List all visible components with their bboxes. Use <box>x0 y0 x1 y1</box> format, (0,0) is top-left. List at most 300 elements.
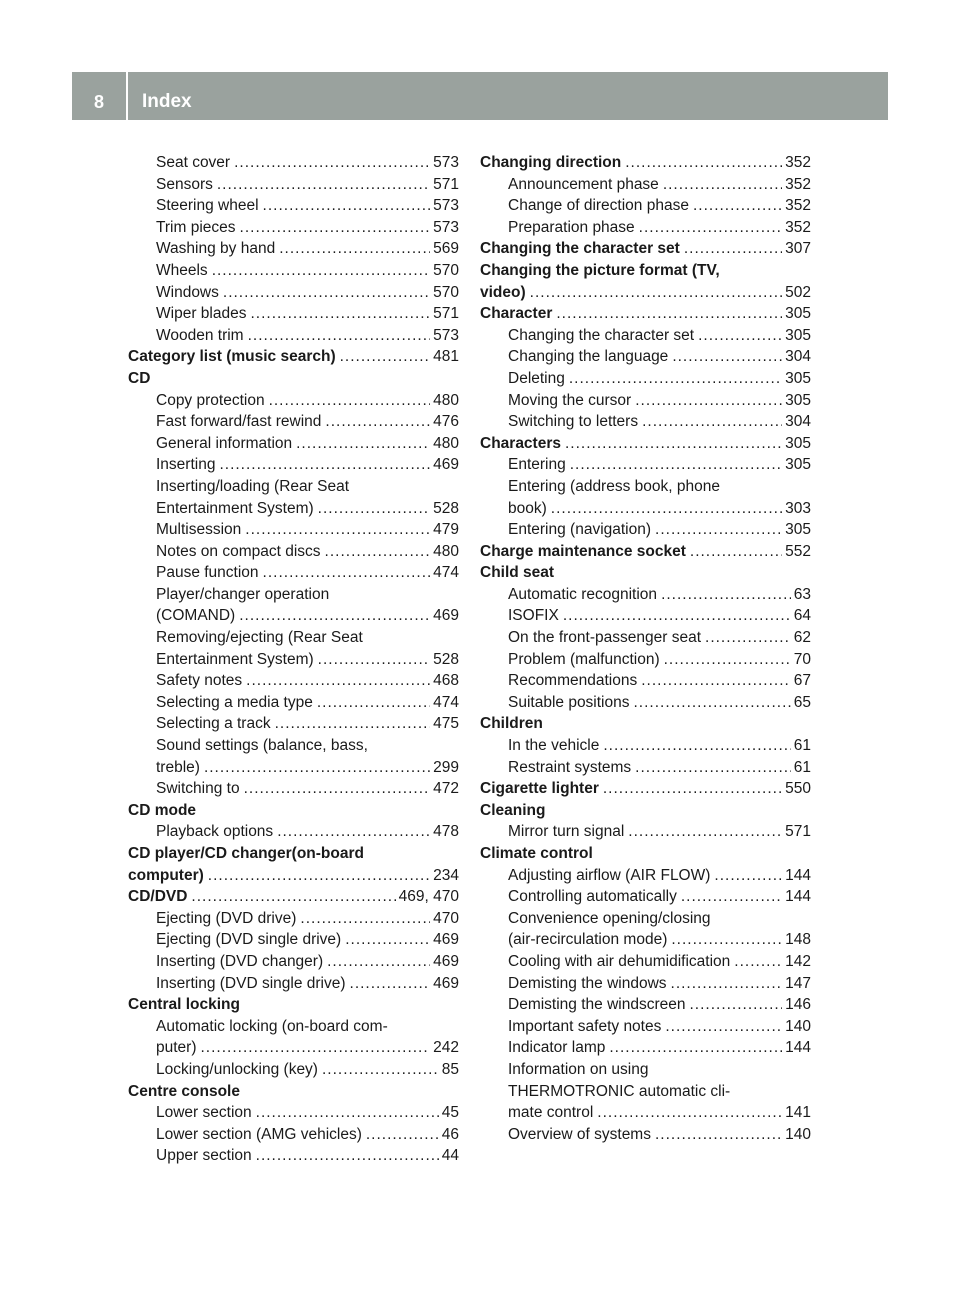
index-heading: Central locking <box>128 996 240 1014</box>
dot-leader <box>277 821 430 843</box>
entry-label: On the front-passenger seat <box>508 629 702 647</box>
entry-page-reference: 305 <box>785 456 811 474</box>
dot-leader <box>240 217 431 239</box>
dot-leader <box>317 692 430 714</box>
index-subentry <box>128 1124 459 1146</box>
entry-label: Changing the language <box>508 348 669 366</box>
dot-leader <box>681 886 782 908</box>
index-subentry <box>128 562 459 584</box>
index-subentry <box>128 454 459 476</box>
dot-leader <box>269 390 431 412</box>
dot-leader <box>661 584 791 606</box>
dot-leader <box>655 1124 782 1146</box>
dot-leader <box>663 174 782 196</box>
index-subentry <box>128 1059 459 1081</box>
index-subentry <box>128 778 459 800</box>
entry-page-reference: 475 <box>433 715 459 733</box>
entry-label: computer) <box>128 866 204 884</box>
dot-leader <box>551 498 782 520</box>
entry-label: Inserting (DVD changer) <box>156 952 324 970</box>
entry-label: Steering wheel <box>156 197 259 215</box>
dot-leader <box>609 1037 782 1059</box>
entry-label: CD/DVD <box>128 888 188 906</box>
entry-label: Pause function <box>156 564 259 582</box>
entry-page-reference: 144 <box>785 1039 811 1057</box>
entry-label: Cigarette lighter <box>480 780 599 798</box>
index-subentry-line: Sound settings (balance, bass, <box>156 737 368 755</box>
entry-label: Wiper blades <box>156 305 247 323</box>
entry-page-reference: 61 <box>793 758 811 776</box>
dot-leader <box>639 217 782 239</box>
dot-leader <box>603 735 790 757</box>
entry-label: Switching to <box>156 780 240 798</box>
entry-page-reference: 573 <box>433 326 459 344</box>
entry-page-reference: 44 <box>441 1147 459 1165</box>
entry-page-reference: 305 <box>785 434 811 452</box>
entry-label: Selecting a media type <box>156 693 313 711</box>
entry-label: Fast forward/fast rewind <box>156 413 322 431</box>
dot-leader <box>597 1102 782 1124</box>
index-heading: Changing the picture format (TV, <box>480 261 720 279</box>
index-heading: CD player/CD changer(on-board <box>128 845 364 862</box>
entry-page-reference: 569 <box>433 240 459 258</box>
entry-label: Entering <box>508 456 566 474</box>
index-subentry <box>128 519 459 541</box>
index-entry <box>480 778 811 800</box>
entry-page-reference: 552 <box>785 542 811 560</box>
entry-label: Suitable positions <box>508 693 630 711</box>
index-subentry <box>480 411 811 433</box>
entry-page-reference: 571 <box>433 175 459 193</box>
index-subentry-line: Inserting/loading (Rear Seat <box>156 477 350 495</box>
entry-page-reference: 480 <box>433 391 459 409</box>
index-subentry <box>480 368 811 390</box>
index-subentry <box>128 390 459 412</box>
entry-page-reference: 570 <box>433 283 459 301</box>
dot-leader <box>322 1059 439 1081</box>
index-subentry-line: Player/changer operation <box>156 585 330 603</box>
index-subentry <box>128 411 459 433</box>
entry-label: Trim pieces <box>156 218 236 236</box>
entry-label: Deleting <box>508 369 565 387</box>
index-entry <box>128 346 459 368</box>
index-subentry <box>480 886 811 908</box>
index-subentry <box>128 238 459 260</box>
index-subentry <box>480 584 811 606</box>
index-subentry <box>128 282 459 304</box>
entry-label: Controlling automatically <box>508 888 677 906</box>
entry-page-reference: 63 <box>793 585 811 603</box>
entry-page-reference: 234 <box>433 866 459 884</box>
entry-label: Adjusting airflow (AIR FLOW) <box>508 866 711 884</box>
index-column-right <box>480 152 811 1145</box>
index-subentry <box>480 627 811 649</box>
index-subentry <box>480 865 811 887</box>
index-subentry <box>128 713 459 735</box>
entry-label: Locking/unlocking (key) <box>156 1060 318 1078</box>
dot-leader <box>714 865 782 887</box>
dot-leader <box>641 670 791 692</box>
index-subentry <box>480 1102 811 1124</box>
entry-page-reference: 352 <box>785 175 811 193</box>
entry-label: video) <box>480 283 526 301</box>
entry-label: Windows <box>156 283 219 301</box>
dot-leader <box>275 713 431 735</box>
entry-label: Recommendations <box>508 672 638 690</box>
entry-page-reference: 144 <box>785 866 811 884</box>
index-subentry <box>480 757 811 779</box>
dot-leader <box>628 821 782 843</box>
entry-page-reference: 469 <box>433 952 459 970</box>
entry-page-reference: 352 <box>785 218 811 236</box>
entry-label: Demisting the windows <box>508 974 667 992</box>
entry-page-reference: 481 <box>433 348 459 366</box>
index-subentry <box>480 692 811 714</box>
dot-leader <box>263 195 431 217</box>
dot-leader <box>318 649 430 671</box>
dot-leader <box>569 368 782 390</box>
entry-label: ISOFIX <box>508 607 559 625</box>
dot-leader <box>279 238 430 260</box>
entry-page-reference: 352 <box>785 154 811 171</box>
entry-page-reference: 305 <box>785 521 811 539</box>
entry-label: book) <box>508 499 547 517</box>
dot-leader <box>201 1037 431 1059</box>
entry-label: Indicator lamp <box>508 1039 606 1057</box>
index-subentry <box>128 217 459 239</box>
entry-label: Changing the character set <box>480 240 680 258</box>
index-subentry-line: Convenience opening/closing <box>508 909 711 927</box>
entry-label: Announcement phase <box>508 175 659 193</box>
entry-label: Ejecting (DVD single drive) <box>156 931 342 949</box>
index-subentry <box>128 692 459 714</box>
dot-leader <box>642 411 782 433</box>
dot-leader <box>204 757 430 779</box>
dot-leader <box>250 303 430 325</box>
entry-label: Overview of systems <box>508 1125 651 1143</box>
entry-label: puter) <box>156 1039 197 1057</box>
entry-page-reference: 571 <box>785 823 811 841</box>
index-subentry-line: Automatic locking (on-board com- <box>156 1017 388 1035</box>
dot-leader <box>705 627 791 649</box>
entry-label: Mirror turn signal <box>508 823 625 841</box>
dot-leader <box>245 519 430 541</box>
dot-leader <box>256 1145 439 1167</box>
dot-leader <box>698 325 782 347</box>
entry-page-reference: 299 <box>433 758 459 776</box>
entry-page-reference: 469 <box>433 607 459 625</box>
entry-label: treble) <box>156 758 200 776</box>
index-entry <box>480 152 811 174</box>
index-subentry <box>480 390 811 412</box>
entry-label: Category list (music search) <box>128 348 336 366</box>
entry-page-reference: 62 <box>793 629 811 647</box>
entry-label: Cooling with air dehumidification <box>508 952 731 970</box>
entry-page-reference: 480 <box>433 434 459 452</box>
entry-label: Characters <box>480 434 561 452</box>
entry-label: Demisting the windscreen <box>508 996 686 1014</box>
entry-page-reference: 478 <box>433 823 459 841</box>
entry-page-reference: 141 <box>785 1104 811 1122</box>
entry-page-reference: 46 <box>441 1125 459 1143</box>
entry-label: General information <box>156 434 293 452</box>
dot-leader <box>350 973 431 995</box>
index-subentry <box>128 260 459 282</box>
index-subentry <box>128 174 459 196</box>
entry-page-reference: 573 <box>433 154 459 171</box>
entry-label: Automatic recognition <box>508 585 658 603</box>
dot-leader <box>244 778 431 800</box>
entry-page-reference: 570 <box>433 261 459 279</box>
index-heading: CD <box>128 369 151 387</box>
dot-leader <box>345 929 430 951</box>
entry-label: Changing direction <box>480 154 622 171</box>
entry-page-reference: 305 <box>785 305 811 323</box>
entry-page-reference: 304 <box>785 348 811 366</box>
index-subentry <box>128 1037 459 1059</box>
index-subentry <box>128 541 459 563</box>
page-number: 8 <box>93 92 104 112</box>
entry-page-reference: 573 <box>433 218 459 236</box>
entry-page-reference: 528 <box>433 650 459 668</box>
dot-leader <box>219 454 430 476</box>
entry-page-reference: 65 <box>793 693 811 711</box>
index-subentry-line: THERMOTRONIC automatic cli- <box>508 1082 731 1100</box>
index-subentry <box>128 929 459 951</box>
dot-leader <box>635 757 791 779</box>
index-subentry <box>480 1037 811 1059</box>
index-entry <box>480 433 811 455</box>
entry-page-reference: 148 <box>785 931 811 949</box>
index-entry <box>480 541 811 563</box>
entry-label: Charge maintenance socket <box>480 542 686 560</box>
entry-page-reference: 469, 470 <box>398 888 459 906</box>
entry-label: Seat cover <box>156 154 231 171</box>
index-subentry <box>128 605 459 627</box>
entry-page-reference: 352 <box>785 197 811 215</box>
index-subentry <box>128 649 459 671</box>
dot-leader <box>563 605 791 627</box>
dot-leader <box>325 411 430 433</box>
index-subentry <box>480 519 811 541</box>
entry-page-reference: 85 <box>441 1060 459 1078</box>
entry-page-reference: 468 <box>433 672 459 690</box>
index-subentry-line: Removing/ejecting (Rear Seat <box>156 629 363 647</box>
entry-page-reference: 469 <box>433 931 459 949</box>
entry-page-reference: 476 <box>433 413 459 431</box>
entry-label: Character <box>480 305 553 323</box>
dot-leader <box>318 498 430 520</box>
dot-leader <box>570 454 782 476</box>
entry-label: Entertainment System) <box>156 499 314 517</box>
index-subentry <box>128 1145 459 1167</box>
entry-page-reference: 474 <box>433 693 459 711</box>
entry-label: Preparation phase <box>508 218 635 236</box>
entry-page-reference: 470 <box>433 909 459 927</box>
index-subentry <box>128 195 459 217</box>
index-subentry <box>480 649 811 671</box>
index-entry <box>480 238 811 260</box>
dot-leader <box>671 973 783 995</box>
index-subentry <box>128 670 459 692</box>
index-heading: Child seat <box>480 564 555 582</box>
index-subentry <box>480 994 811 1016</box>
entry-label: Changing the character set <box>508 326 695 344</box>
index-subentry-line: Information on using <box>508 1060 649 1078</box>
index-subentry <box>128 152 459 174</box>
dot-leader <box>672 346 782 368</box>
dot-leader <box>671 929 782 951</box>
dot-leader <box>239 605 430 627</box>
entry-page-reference: 61 <box>793 737 811 755</box>
entry-label: Switching to letters <box>508 413 639 431</box>
dot-leader <box>208 865 430 887</box>
dot-leader <box>635 390 782 412</box>
index-subentry <box>128 951 459 973</box>
dot-leader <box>603 778 782 800</box>
entry-label: Entertainment System) <box>156 650 314 668</box>
index-subentry-line: Entering (address book, phone <box>508 477 720 495</box>
header-divider <box>126 72 128 120</box>
dot-leader <box>655 519 782 541</box>
entry-page-reference: 305 <box>785 391 811 409</box>
index-subentry <box>128 325 459 347</box>
dot-leader <box>263 562 431 584</box>
index-subentry <box>480 973 811 995</box>
entry-label: Playback options <box>156 823 274 841</box>
dot-leader <box>366 1124 439 1146</box>
dot-leader <box>300 908 430 930</box>
entry-label: Multisession <box>156 521 242 539</box>
entry-label: Notes on compact discs <box>156 542 321 560</box>
entry-label: Selecting a track <box>156 715 271 733</box>
entry-page-reference: 305 <box>785 369 811 387</box>
index-subentry <box>480 325 811 347</box>
entry-label: In the vehicle <box>508 737 600 755</box>
entry-page-reference: 307 <box>785 240 811 258</box>
index-subentry <box>480 174 811 196</box>
index-subentry <box>128 433 459 455</box>
entry-page-reference: 479 <box>433 521 459 539</box>
entry-page-reference: 144 <box>785 888 811 906</box>
index-entry <box>128 865 459 887</box>
dot-leader <box>565 433 782 455</box>
entry-page-reference: 142 <box>785 952 811 970</box>
entry-page-reference: 304 <box>785 413 811 431</box>
entry-page-reference: 303 <box>785 499 811 517</box>
dot-leader <box>734 951 782 973</box>
dot-leader <box>690 541 782 563</box>
entry-label: Ejecting (DVD drive) <box>156 909 297 927</box>
entry-page-reference: 147 <box>785 974 811 992</box>
entry-label: (COMAND) <box>156 607 236 625</box>
entry-page-reference: 571 <box>433 305 459 323</box>
dot-leader <box>256 1102 439 1124</box>
entry-page-reference: 70 <box>793 650 811 668</box>
index-subentry <box>128 757 459 779</box>
dot-leader <box>248 325 431 347</box>
dot-leader <box>217 174 430 196</box>
entry-page-reference: 502 <box>785 283 811 301</box>
entry-label: Sensors <box>156 175 213 193</box>
dot-leader <box>684 238 782 260</box>
index-column-left <box>128 152 459 1167</box>
dot-leader <box>296 433 430 455</box>
index-subentry <box>128 1102 459 1124</box>
entry-label: mate control <box>508 1104 594 1122</box>
entry-page-reference: 469 <box>433 456 459 474</box>
entry-label: Copy protection <box>156 391 265 409</box>
index-subentry <box>480 454 811 476</box>
index-heading: Centre console <box>128 1082 240 1100</box>
entry-label: Problem (malfunction) <box>508 650 660 668</box>
entry-label: Washing by hand <box>156 240 276 258</box>
index-subentry <box>128 973 459 995</box>
dot-leader <box>556 303 782 325</box>
entry-label: Entering (navigation) <box>508 521 652 539</box>
entry-page-reference: 528 <box>433 499 459 517</box>
index-subentry <box>480 346 811 368</box>
index-entry <box>128 886 459 908</box>
entry-label: Inserting (DVD single drive) <box>156 974 346 992</box>
dot-leader <box>634 692 791 714</box>
index-subentry <box>480 605 811 627</box>
dot-leader <box>693 195 782 217</box>
entry-label: Safety notes <box>156 672 243 690</box>
entry-page-reference: 140 <box>785 1125 811 1143</box>
entry-label: Moving the cursor <box>508 391 632 409</box>
entry-label: Important safety notes <box>508 1017 662 1035</box>
index-subentry <box>480 670 811 692</box>
index-subentry <box>480 195 811 217</box>
entry-page-reference: 550 <box>785 780 811 798</box>
entry-label: (air-recirculation mode) <box>508 931 668 949</box>
entry-page-reference: 573 <box>433 197 459 215</box>
index-entry <box>480 282 811 304</box>
index-subentry <box>128 498 459 520</box>
entry-label: Wheels <box>156 261 208 279</box>
index-heading: Children <box>480 715 543 733</box>
entry-label: Restraint systems <box>508 758 632 776</box>
entry-label: Change of direction phase <box>508 197 689 215</box>
index-heading: CD mode <box>128 801 197 819</box>
dot-leader <box>665 1016 782 1038</box>
index-subentry <box>480 929 811 951</box>
dot-leader <box>246 670 430 692</box>
entry-page-reference: 472 <box>433 780 459 798</box>
index-subentry <box>480 735 811 757</box>
index-subentry <box>480 821 811 843</box>
index-subentry <box>128 303 459 325</box>
dot-leader <box>212 260 430 282</box>
entry-page-reference: 67 <box>793 672 811 690</box>
dot-leader <box>664 649 791 671</box>
index-subentry <box>480 498 811 520</box>
dot-leader <box>325 541 431 563</box>
index-subentry <box>480 1016 811 1038</box>
page-header <box>72 72 888 120</box>
entry-page-reference: 469 <box>433 974 459 992</box>
entry-page-reference: 140 <box>785 1017 811 1035</box>
entry-label: Upper section <box>156 1147 252 1165</box>
index-subentry <box>480 951 811 973</box>
entry-page-reference: 146 <box>785 996 811 1014</box>
entry-label: Lower section <box>156 1104 252 1122</box>
dot-leader <box>530 282 782 304</box>
entry-page-reference: 480 <box>433 542 459 560</box>
index-heading: Climate control <box>480 845 593 862</box>
dot-leader <box>625 152 782 174</box>
